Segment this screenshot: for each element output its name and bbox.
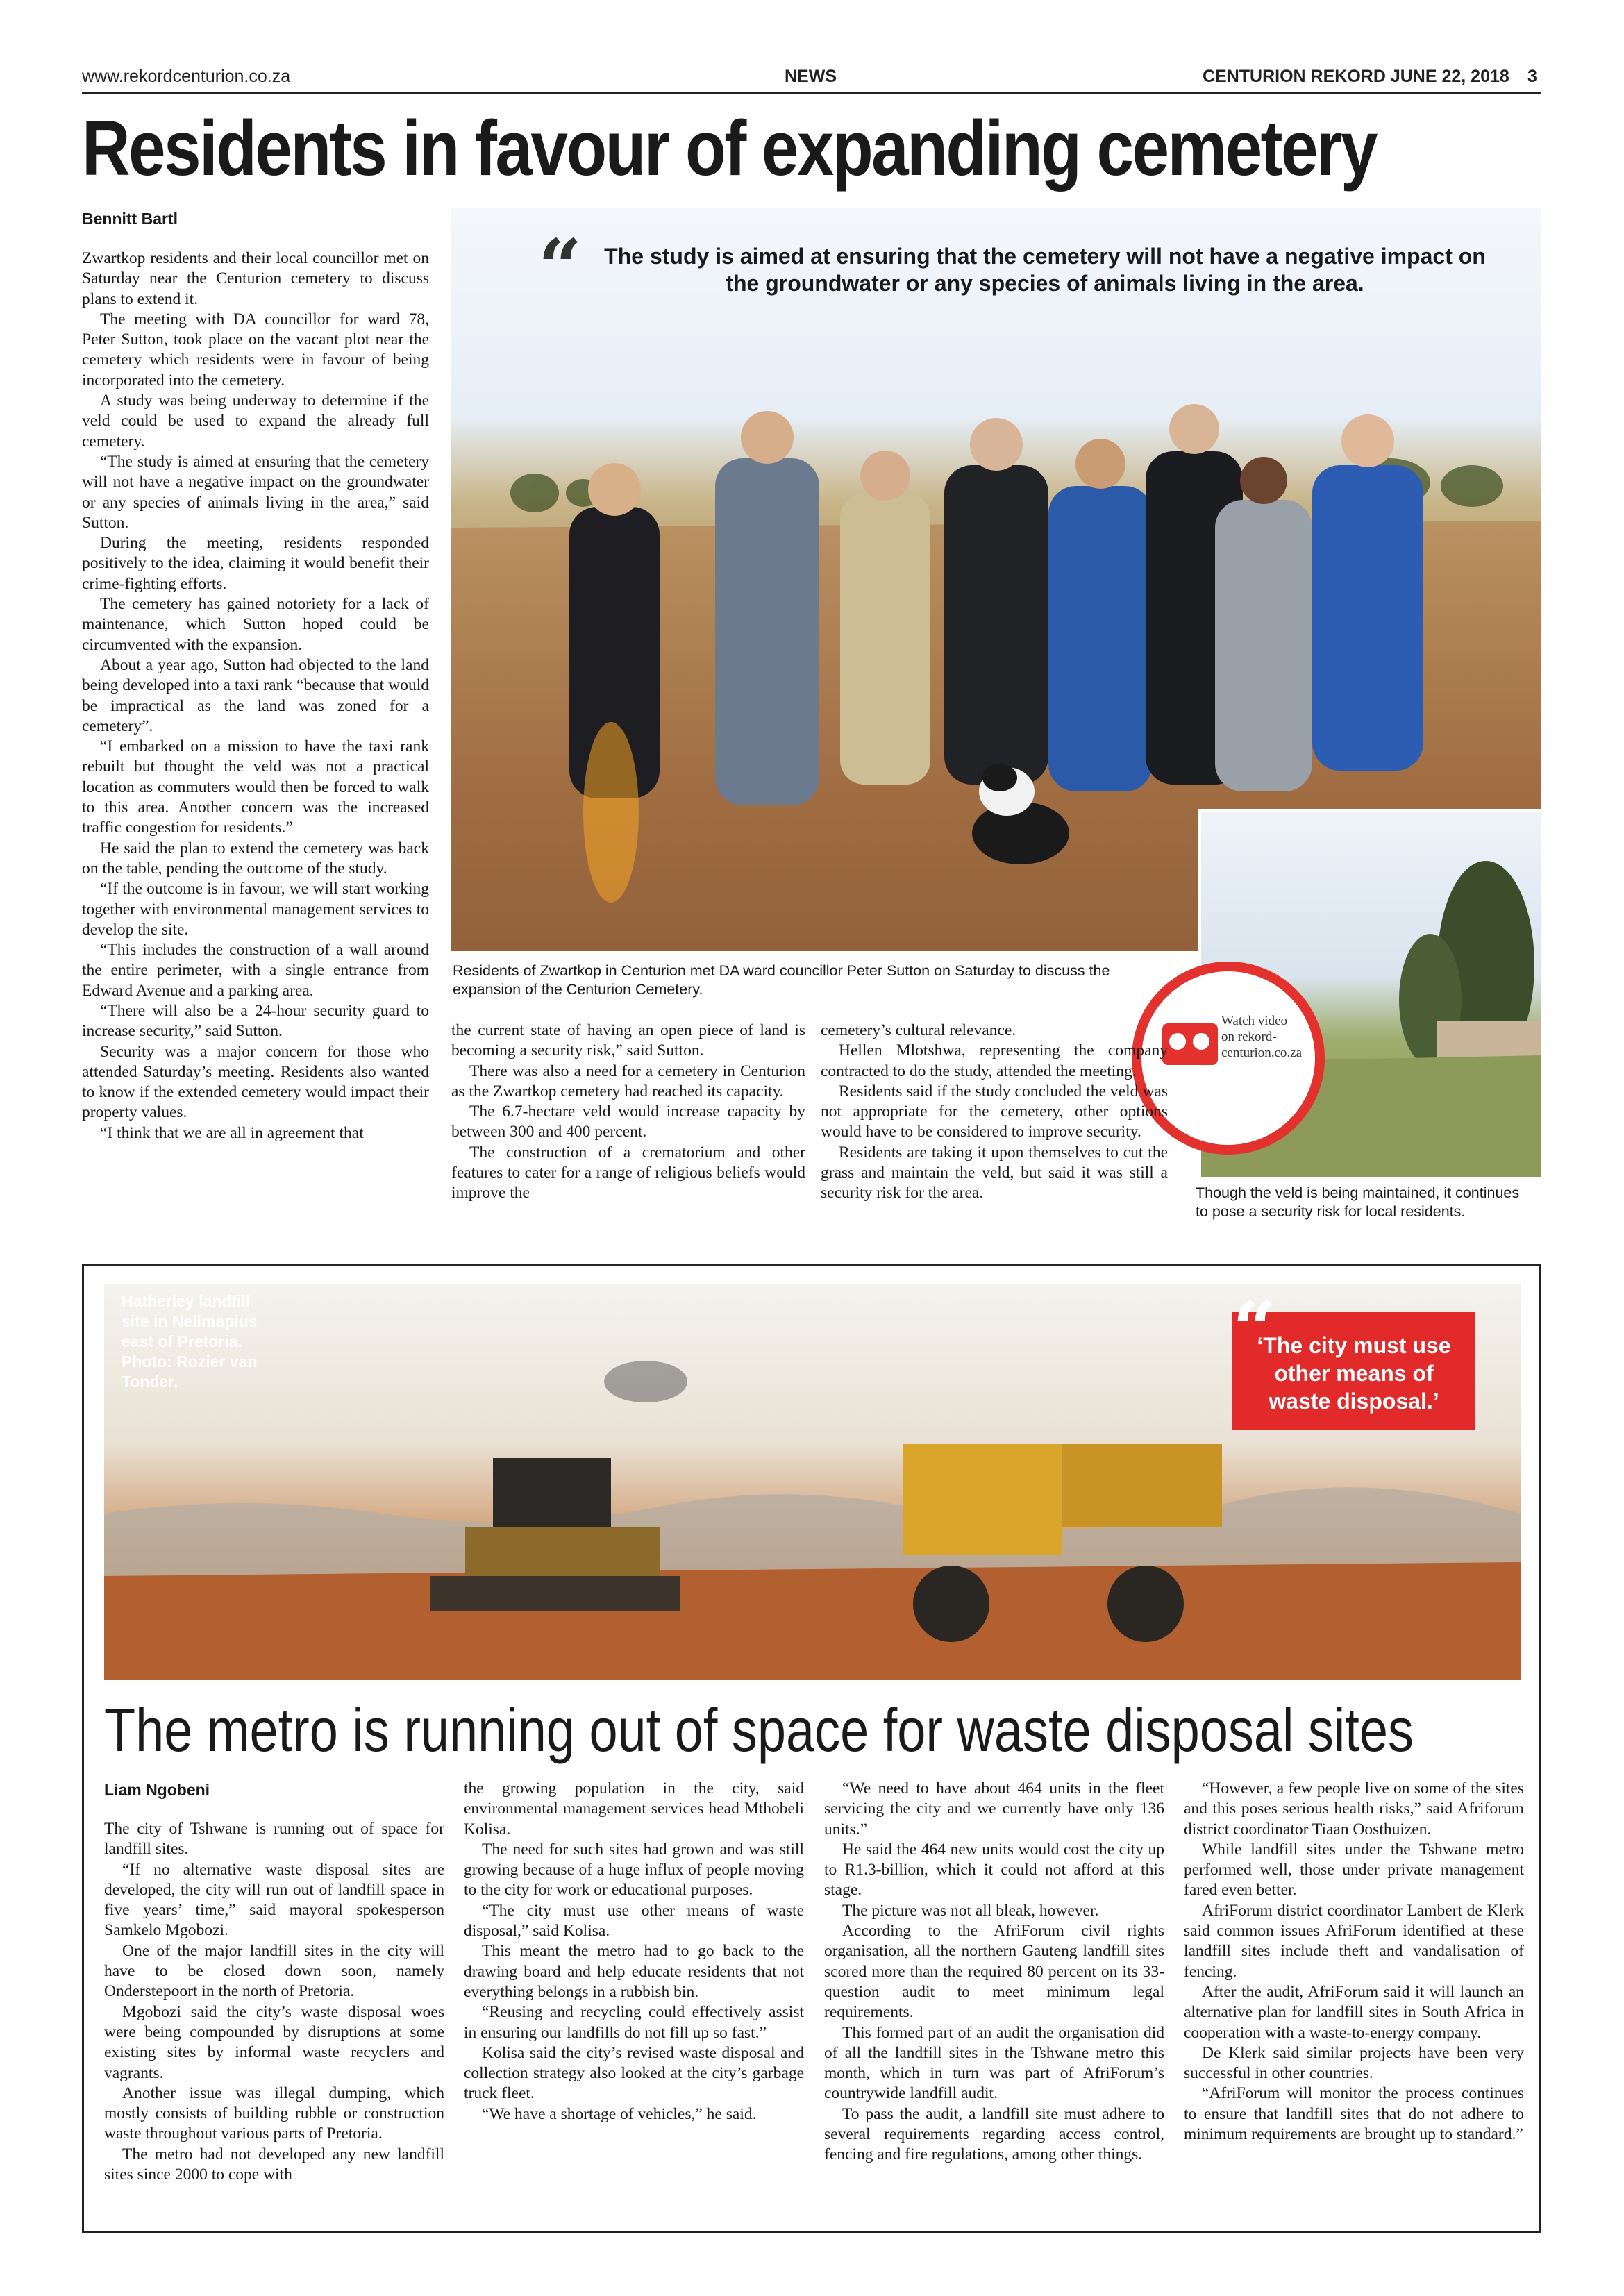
article2-column-3 — [824, 1779, 1164, 2165]
paragraph: The need for such sites had grown and was still growing because of a huge influx of people moving to the city for work or educational purposes. — [464, 1840, 804, 1900]
paragraph: About a year ago, Sutton had objected to the land being developed into a taxi rank “because that would be impractical as the land was zoned for a cemetery”. — [82, 655, 429, 735]
paragraph: the growing population in the city, said environmental management services head Mthobeli Kolisa. — [464, 1779, 804, 1838]
video-badge-text[interactable]: Watch video on rekord-centurion.co.za — [1221, 1014, 1303, 1060]
paragraph: “If no alternative waste disposal sites are developed, the city will run out of landfill space in five years’ time,” said mayoral spokesperson Samkelo Mgobozi. — [104, 1860, 444, 1940]
paragraph: Kolisa said the city’s revised waste disposal and collection strategy also looked at the city’s garbage truck fleet. — [464, 2043, 804, 2103]
article2-headline: The metro is running out of space for waste disposal sites — [104, 1695, 1414, 1764]
paragraph: While landfill sites under the Tshwane metro performed well, those under private management fared even better. — [1184, 1840, 1524, 1900]
paragraph: Residents said if the study concluded the veld was not appropriate for the cemetery, other options would have to be considered to improve security. — [821, 1082, 1168, 1141]
article1-headline: Residents in favour of expanding cemetery — [82, 105, 1376, 192]
paragraph: The metro had not developed any new landfill sites since 2000 to cope with — [104, 2145, 444, 2184]
paragraph: During the meeting, residents responded positively to the idea, claiming it would benefit their crime-fighting efforts. — [82, 534, 429, 593]
paragraph: Security was a major concern for those who attended Saturday’s meeting. Residents also wanted to know if the extended cemetery would impact their property values. — [82, 1042, 429, 1122]
paragraph: He said the 464 new units would cost the city up to R1.3-billion, which it could not afford at this stage. — [824, 1840, 1164, 1900]
article2-byline: Liam Ngobeni — [104, 1781, 210, 1799]
paragraph: “However, a few people live on some of the sites and this poses serious health risks,” said Afriforum district coordinator Tiaan Oosthuizen. — [1184, 1779, 1524, 1838]
paragraph: “The study is aimed at ensuring that the cemetery will not have a negative impact on the groundwater or any species of animals living in the area,” said Sutton. — [82, 452, 429, 532]
paragraph: There was also a need for a cemetery in Centurion as the Zwartkop cemetery had reached its capacity. — [451, 1062, 805, 1100]
paragraph: “If the outcome is in favour, we will start working together with environmental management services to develop the site. — [82, 880, 429, 939]
header-rule — [82, 92, 1541, 94]
article1-column-2 — [451, 1021, 805, 1204]
paragraph: De Klerk said similar projects have been very successful in other countries. — [1184, 2043, 1524, 2083]
paragraph: Mgobozi said the city’s waste disposal woes were being compounded by disruptions at some existing sites by informal waste recyclers and vagrants. — [104, 2002, 444, 2082]
paragraph: The construction of a crematorium and other features to cater for a range of religious beliefs would improve the — [451, 1143, 805, 1203]
article2-column-1 — [104, 1819, 444, 2185]
paragraph: The city of Tshwane is running out of space for landfill sites. — [104, 1820, 444, 1859]
paragraph: The cemetery has gained notoriety for a lack of maintenance, which Sutton hoped could be circumvented with the expansion. — [82, 595, 429, 654]
paragraph: “I think that we are all in agreement that — [100, 1123, 364, 1142]
article2-column-4 — [1184, 1779, 1524, 2145]
paragraph: The 6.7-hectare veld would increase capacity by between 300 and 400 percent. — [451, 1103, 805, 1141]
paragraph: To pass the audit, a landfill site must adhere to several requirements regarding access control, fencing and fire regulations, among other things. — [824, 2104, 1164, 2164]
paragraph: Hellen Mlotshwa, representing the company contracted to do the study, attended the meeting. — [821, 1041, 1168, 1080]
paragraph: This meant the metro had to go back to the drawing board and help educate residents that not everything belongs in a rubbish bin. — [464, 1942, 804, 2001]
paragraph: “AfriForum will monitor the process continues to ensure that landfill sites that do not adhere to minimum requirements are brought up to standard.” — [1184, 2084, 1524, 2144]
paragraph: Residents are taking it upon themselves to cut the grass and maintain the veld, but said it was still a security risk for the area. — [821, 1143, 1168, 1203]
paragraph: “We need to have about 464 units in the fleet servicing the city and we currently have only 136 units.” — [824, 1779, 1164, 1838]
paragraph: The picture was not all bleak, however. — [842, 1901, 1099, 1920]
article1-photo-caption: Residents of Zwartkop in Centurion met DA ward councillor Peter Sutton on Saturday to discuss the expansion of the Centurion Cemetery. — [453, 962, 1110, 998]
quote-mark-icon: “ — [538, 222, 583, 312]
article1-column-3 — [821, 1021, 1168, 1204]
paragraph: A study was being underway to determine if the veld could be used to expand the already full cemetery. — [82, 392, 429, 451]
paragraph: “I embarked on a mission to have the taxi rank rebuilt but thought the veld was not a practical location as commuters would then be forced to walk to this area. Another concern was the increased traffic congestion for residents.” — [82, 737, 429, 837]
article2-pull-quote: ‘The city must use other means of waste disposal.’ — [1257, 1333, 1451, 1414]
paragraph: AfriForum district coordinator Lambert de Klerk said common issues AfriForum identified at these landfill sites include theft and vandalisation of fencing. — [1184, 1901, 1524, 1981]
website-url[interactable]: www.rekordcenturion.co.za — [82, 67, 291, 86]
paragraph: “Reusing and recycling could effectively assist in ensuring our landfills do not fill up so fast.” — [464, 2003, 804, 2042]
page-number: 3 — [1527, 67, 1537, 86]
article1-pull-quote: The study is aimed at ensuring that the cemetery will not have a negative impact on the groundwater or any species of animals living in the area. — [604, 244, 1486, 296]
paragraph: One of the major landfill sites in the city will have to be closed down soon, namely Onderstepoort in the north of Pretoria. — [104, 1941, 444, 2001]
paragraph: According to the AfriForum civil rights organisation, all the northern Gauteng landfill sites scored more than the required 80 percent on its 33-question audit to meet minimum legal requirements. — [824, 1922, 1164, 2022]
paragraph: This formed part of an audit the organisation did of all the landfill sites in the Tshwane metro this month, which in turn was part of AfriForum’s countrywide landfill audit. — [824, 2023, 1164, 2103]
video-camera-icon — [1162, 1023, 1218, 1065]
paragraph: Another issue was illegal dumping, which mostly consists of building rubble or construction waste throughout various parts of Pretoria. — [104, 2084, 444, 2143]
paragraph: After the audit, AfriForum said it will launch an alternative plan for landfill sites in South Africa in cooperation with a waste-to-energy company. — [1184, 1982, 1524, 2042]
paragraph: The meeting with DA councillor for ward 78, Peter Sutton, took place on the vacant plot near the cemetery which residents were in favour of being incorporated into the cemetery. — [82, 310, 429, 389]
article2-column-2 — [464, 1779, 804, 2125]
paragraph: “We have a shortage of vehicles,” he said. — [482, 2104, 757, 2123]
article1-byline: Bennitt Bartl — [82, 210, 178, 228]
paragraph: He said the plan to extend the cemetery was back on the table, pending the outcome of the study. — [82, 839, 429, 878]
quote-mark-icon: “ — [1232, 1284, 1277, 1374]
landfill-photo-caption: Hatherley landfill site in Nellmapius east of Pretoria. Photo: Rozier van Tonder. — [122, 1292, 258, 1391]
paragraph: Zwartkop residents and their local councillor met on Saturday near the Centurion cemetery to discuss plans to extend it. — [82, 249, 429, 308]
paragraph: cemetery’s cultural relevance. — [821, 1021, 1016, 1039]
section-label: NEWS — [785, 67, 837, 86]
veld-photo-caption: Though the veld is being maintained, it continues to pose a security risk for local residents. — [1196, 1184, 1520, 1220]
paragraph: “There will also be a 24-hour security guard to increase security,” said Sutton. — [82, 1001, 429, 1041]
publication-date: CENTURION REKORD JUNE 22, 2018 — [1203, 67, 1509, 86]
article1-column-1 — [82, 249, 429, 1143]
paragraph: the current state of having an open piece of land is becoming a security risk,” said Sutton. — [451, 1021, 805, 1060]
article2-red-quote-box — [1232, 1284, 1475, 1430]
paragraph: “This includes the construction of a wall around the entire perimeter, with a single entrance from Edward Avenue and a parking area. — [82, 941, 429, 1000]
paragraph: “The city must use other means of waste disposal,” said Kolisa. — [464, 1901, 804, 1941]
